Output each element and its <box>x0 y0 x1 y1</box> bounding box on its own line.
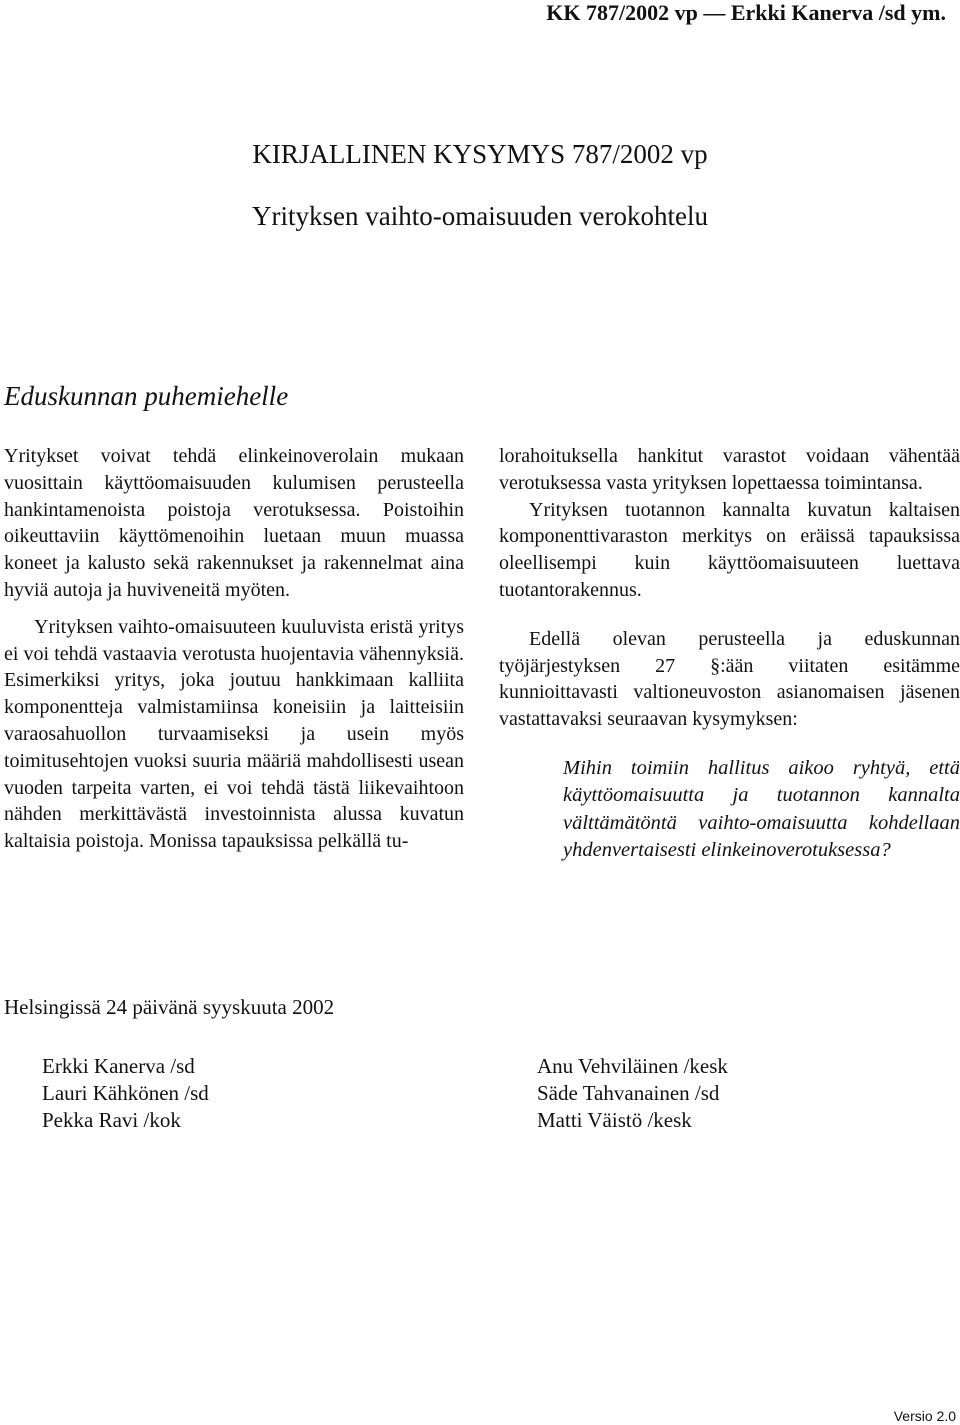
signer-name: Anu Vehviläinen /kesk <box>537 1054 728 1078</box>
signer-name: Matti Väistö /kesk <box>537 1108 692 1132</box>
paragraph-component-stock: Yrityksen tuotannon kannalta kuvatun kaltaisen komponenttivaraston merkitys on eräissä tapauksissa oleellisempi kuin käyttöomaisuuteen luettava tuotantorakennus. <box>499 498 960 601</box>
document-subtitle: Yrityksen vaihto-omaisuuden verokohtelu <box>252 201 708 231</box>
signing-place-date: Helsingissä 24 päivänä syyskuuta 2002 <box>4 995 335 1019</box>
version-label: Versio 2.0 <box>893 1408 956 1424</box>
signer-name: Erkki Kanerva /sd <box>42 1054 195 1078</box>
left-column <box>4 443 464 855</box>
salutation: Eduskunnan puhemiehelle <box>4 381 289 411</box>
question-text: Mihin toimiin hallitus aikoo ryhtyä, että käyttöomaisuutta ja tuotannon kannalta välttämätöntä vaihto-omaisuutta kohdellaan yhdenvertaisesti elinkeinoverotuksessa? <box>563 756 960 862</box>
signer-name: Säde Tahvanainen /sd <box>537 1081 720 1105</box>
right-column <box>499 443 960 865</box>
paragraph-depreciation: Yritykset voivat tehdä elinkeinoverolain mukaan vuosittain käyttöomaisuuden kulumisen perusteella hankintamenoista poistoja verotuksessa. Poistoihin oikeuttaviin käyttömenoihin luetaan muun muassa koneet ja kalusto sekä rakennukset ja rakennelmat aina hyviä autoja ja huviveneitä myöten. <box>4 445 464 601</box>
document-title: KIRJALLINEN KYSYMYS 787/2002 vp <box>252 139 708 169</box>
signers-left <box>42 1053 209 1134</box>
signers-right <box>537 1053 728 1134</box>
paragraph-request: Edellä olevan perusteella ja eduskunnan työjärjestyksen 27 §:ään viitaten esitämme kunnioittavasti valtioneuvoston asianomaisen jäsenen vastattavaksi seuraavan kysymyksen: <box>499 627 960 731</box>
signer-name: Pekka Ravi /kok <box>42 1108 181 1132</box>
page-header: KK 787/2002 vp — Erkki Kanerva /sd ym. <box>546 0 946 25</box>
signer-name: Lauri Kähkönen /sd <box>42 1081 209 1105</box>
paragraph-continuation: lorahoituksella hankitut varastot voidaan vähentää verotuksessa vasta yrityksen lopettaessa toimintansa. <box>499 445 960 494</box>
paragraph-inventory: Yrityksen vaihto-omaisuuteen kuuluvista eristä yritys ei voi tehdä vastaavia verotusta huojentavia vähennyksiä. Esimerkiksi yritys, joka joutuu hankkimaan kalliita komponentteja valmistamiinsa koneisiin ja laitteisiin varaosahuollon turvaamiseksi ja usein myös toimitusehtojen vuoksi suuria määriä mahdollisesti usean vuoden tarpeita varten, ei voi tehdä tästä liikevaihtoon nähden merkittävästä investoinnista alussa kuvatun kaltaisia poistoja. Monissa tapauksissa pelkällä tu- <box>4 615 464 853</box>
